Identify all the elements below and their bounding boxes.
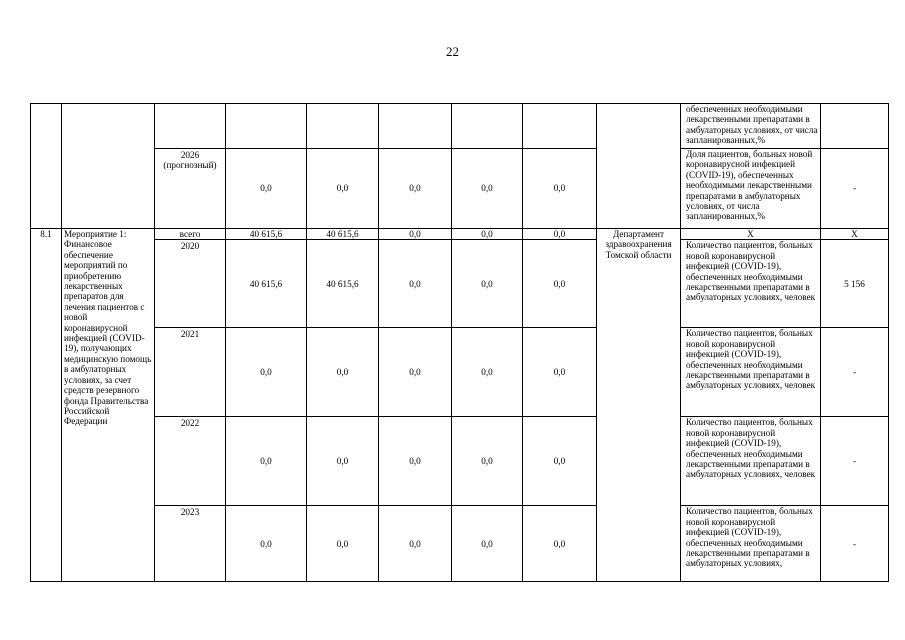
value-cell	[307, 104, 379, 149]
target-cell: -	[821, 506, 889, 582]
value-cell: 0,0	[226, 149, 307, 229]
value-cell: 0,0	[379, 149, 452, 229]
indicator-cell: Количество пациентов, больных новой коронавирусной инфекцией (COVID-19), обеспеченных необходимыми лекарственными препаратами в амбулаторных условиях, человек	[681, 417, 821, 506]
number-cell	[31, 104, 62, 229]
year-cell: 2020	[155, 240, 226, 328]
target-cell: -	[821, 328, 889, 417]
value-cell: 0,0	[452, 417, 523, 506]
value-cell: 0,0	[452, 229, 523, 240]
program-table	[30, 103, 889, 582]
value-cell: 40 615,6	[307, 229, 379, 240]
target-cell: -	[821, 417, 889, 506]
year-cell: 2023	[155, 506, 226, 582]
value-cell: 0,0	[523, 328, 597, 417]
value-cell: 0,0	[523, 229, 597, 240]
value-cell: 0,0	[523, 417, 597, 506]
indicator-cell: Доля пациентов, больных новой коронавирусной инфекцией (COVID-19), обеспеченных необходимыми лекарственными препаратами в амбулаторных условиях, от числа запланированных,%	[681, 149, 821, 229]
executor-cell: Департамент здравоохранения Томской области	[597, 229, 681, 582]
value-cell	[523, 104, 597, 149]
value-cell: 0,0	[379, 506, 452, 582]
table-row	[31, 104, 889, 149]
value-cell: 0,0	[452, 506, 523, 582]
value-cell	[226, 104, 307, 149]
executor-cell	[597, 104, 681, 229]
value-cell: 0,0	[307, 328, 379, 417]
value-cell: 0,0	[452, 149, 523, 229]
table-row	[31, 149, 889, 229]
target-cell: 5 156	[821, 240, 889, 328]
value-cell: 0,0	[379, 229, 452, 240]
table-row	[31, 506, 889, 582]
value-cell: 0,0	[307, 417, 379, 506]
value-cell	[379, 104, 452, 149]
year-cell	[155, 104, 226, 149]
year-cell: 2021	[155, 328, 226, 417]
indicator-cell: Количество пациентов, больных новой коронавирусной инфекцией (COVID-19), обеспеченных необходимыми лекарственными препаратами в амбулаторных условиях, человек	[681, 328, 821, 417]
page-number: 22	[446, 44, 459, 59]
target-cell: X	[821, 229, 889, 240]
table-row	[31, 328, 889, 417]
indicator-cell: Количество пациентов, больных новой коронавирусной инфекцией (COVID-19), обеспеченных необходимыми лекарственными препаратами в амбулаторных условиях,	[681, 506, 821, 582]
table-row	[31, 229, 889, 240]
value-cell: 0,0	[307, 506, 379, 582]
target-cell	[821, 104, 889, 149]
name-cell	[62, 104, 155, 229]
value-cell: 0,0	[379, 328, 452, 417]
table-row	[31, 417, 889, 506]
value-cell: 0,0	[523, 240, 597, 328]
value-cell: 0,0	[523, 506, 597, 582]
value-cell	[452, 104, 523, 149]
year-cell: 2022	[155, 417, 226, 506]
value-cell: 0,0	[452, 240, 523, 328]
value-cell: 40 615,6	[226, 229, 307, 240]
value-cell: 0,0	[226, 417, 307, 506]
value-cell: 0,0	[452, 328, 523, 417]
value-cell: 0,0	[523, 149, 597, 229]
value-cell: 0,0	[379, 240, 452, 328]
year-cell: всего	[155, 229, 226, 240]
value-cell: 40 615,6	[307, 240, 379, 328]
activity-name: Мероприятие 1: Финансовое обеспечение мероприятий по приобретению лекарственных препаратов для лечения пациентов с новой коронавирусной инфекцией (COVID-19), получающих медицинскую помощь в амбулаторных условиях, за счет средств резервного фонда Правительства Российской Федерации	[62, 229, 155, 582]
value-cell: 0,0	[379, 417, 452, 506]
value-cell: 40 615,6	[226, 240, 307, 328]
value-cell: 0,0	[226, 506, 307, 582]
indicator-cell: X	[681, 229, 821, 240]
indicator-cell: обеспеченных необходимыми лекарственными препаратами в амбулаторных условиях, от числа запланированных,%	[681, 104, 821, 149]
activity-number: 8.1	[31, 229, 62, 582]
value-cell: 0,0	[226, 328, 307, 417]
target-cell: -	[821, 149, 889, 229]
value-cell: 0,0	[307, 149, 379, 229]
year-cell: 2026 (прогнозный)	[155, 149, 226, 229]
indicator-cell: Количество пациентов, больных новой коронавирусной инфекцией (COVID-19), обеспеченных необходимыми лекарственными препаратами в амбулаторных условиях, человек	[681, 240, 821, 328]
table-row	[31, 240, 889, 328]
